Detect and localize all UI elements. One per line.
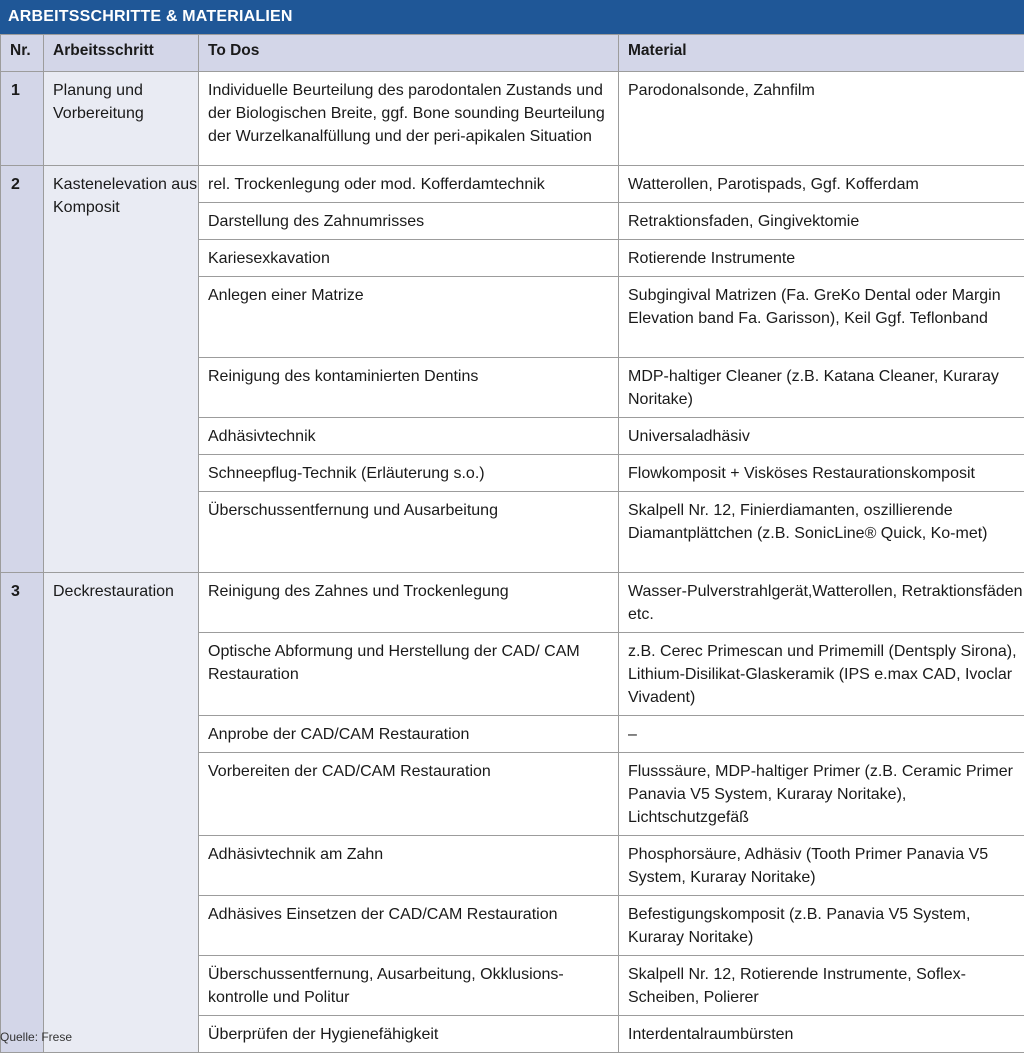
todo-cell: Adhäsivtechnik xyxy=(199,418,619,455)
todo-cell: Darstellung des Zahnumrisses xyxy=(199,203,619,240)
table-row xyxy=(1,573,1024,633)
table-title-bar xyxy=(0,0,1024,34)
step-name: Kastenelevation aus Komposit xyxy=(44,166,199,573)
step-name: Planung und Vorbereitung xyxy=(44,72,199,166)
material-cell: Watterollen, Parotispads, Ggf. Kofferdam xyxy=(619,166,1024,203)
todo-cell: Adhäsives Einsetzen der CAD/CAM Restauration xyxy=(199,896,619,956)
material-cell: Interdentalraumbürsten xyxy=(619,1016,1024,1053)
material-cell: Skalpell Nr. 12, Finierdiamanten, oszillierende Diamantplättchen (z.B. SonicLine® Quick, Ko-met) xyxy=(619,492,1024,573)
todo-cell: Kariesexkavation xyxy=(199,240,619,277)
material-cell: Subgingival Matrizen (Fa. GreKo Dental oder Margin Elevation band Fa. Garisson), Keil Ggf. Teflonband xyxy=(619,277,1024,358)
header-nr: Nr. xyxy=(1,35,44,72)
step-number: 1 xyxy=(1,72,44,166)
work-steps-table xyxy=(0,34,1024,1053)
todo-cell: Reinigung des Zahnes und Trockenlegung xyxy=(199,573,619,633)
material-cell: MDP-haltiger Cleaner (z.B. Katana Cleaner, Kuraray Noritake) xyxy=(619,358,1024,418)
todo-cell: Überprüfen der Hygienefähigkeit xyxy=(199,1016,619,1053)
todo-cell: Anprobe der CAD/CAM Restauration xyxy=(199,716,619,753)
step-name: Deckrestauration xyxy=(44,573,199,1053)
material-cell: Universaladhäsiv xyxy=(619,418,1024,455)
todo-cell: Optische Abformung und Herstellung der CAD/ CAM Restauration xyxy=(199,633,619,716)
table-row xyxy=(1,166,1024,203)
header-row xyxy=(1,35,1024,72)
material-cell: Skalpell Nr. 12, Rotierende Instrumente, Soflex-Scheiben, Polierer xyxy=(619,956,1024,1016)
todo-cell: Vorbereiten der CAD/CAM Restauration xyxy=(199,753,619,836)
material-cell: Phosphorsäure, Adhäsiv (Tooth Primer Panavia V5 System, Kuraray Noritake) xyxy=(619,836,1024,896)
material-cell: Parodonalsonde, Zahnfilm xyxy=(619,72,1024,166)
step-number: 3 xyxy=(1,573,44,1053)
material-cell: Retraktionsfaden, Gingivektomie xyxy=(619,203,1024,240)
material-cell: Rotierende Instrumente xyxy=(619,240,1024,277)
header-material: Material xyxy=(619,35,1024,72)
source-caption: Quelle: Frese xyxy=(0,1030,73,1044)
material-cell: z.B. Cerec Primescan und Primemill (Dentsply Sirona), Lithium-Disilikat-Glaskeramik (IPS e.max CAD, Ivoclar Vivadent) xyxy=(619,633,1024,716)
step-number: 2 xyxy=(1,166,44,573)
todo-cell: Schneepflug-Technik (Erläuterung s.o.) xyxy=(199,455,619,492)
todo-cell: Reinigung des kontaminierten Dentins xyxy=(199,358,619,418)
material-cell: – xyxy=(619,716,1024,753)
table-row xyxy=(1,72,1024,166)
todo-cell: Überschussentfernung, Ausarbeitung, Okklusions-kontrolle und Politur xyxy=(199,956,619,1016)
material-cell: Befestigungskomposit (z.B. Panavia V5 System, Kuraray Noritake) xyxy=(619,896,1024,956)
material-cell: Flowkomposit + Visköses Restaurationskomposit xyxy=(619,455,1024,492)
todo-cell: rel. Trockenlegung oder mod. Kofferdamtechnik xyxy=(199,166,619,203)
todo-cell: Individuelle Beurteilung des parodontalen Zustands und der Biologischen Breite, ggf. Bone sounding Beurteilung der Wurzelkanalfüllung und der peri-apikalen Situation xyxy=(199,72,619,166)
header-step: Arbeitsschritt xyxy=(44,35,199,72)
header-todo: To Dos xyxy=(199,35,619,72)
material-cell: Flusssäure, MDP-haltiger Primer (z.B. Ceramic Primer Panavia V5 System, Kuraray Noritake), Lichtschutzgefäß xyxy=(619,753,1024,836)
todo-cell: Überschussentfernung und Ausarbeitung xyxy=(199,492,619,573)
todo-cell: Anlegen einer Matrize xyxy=(199,277,619,358)
todo-cell: Adhäsivtechnik am Zahn xyxy=(199,836,619,896)
table-title: ARBEITSSCHRITTE & MATERIALIEN xyxy=(8,8,293,25)
material-cell: Wasser-Pulverstrahlgerät,Watterollen, Retraktionsfäden etc. xyxy=(619,573,1024,633)
